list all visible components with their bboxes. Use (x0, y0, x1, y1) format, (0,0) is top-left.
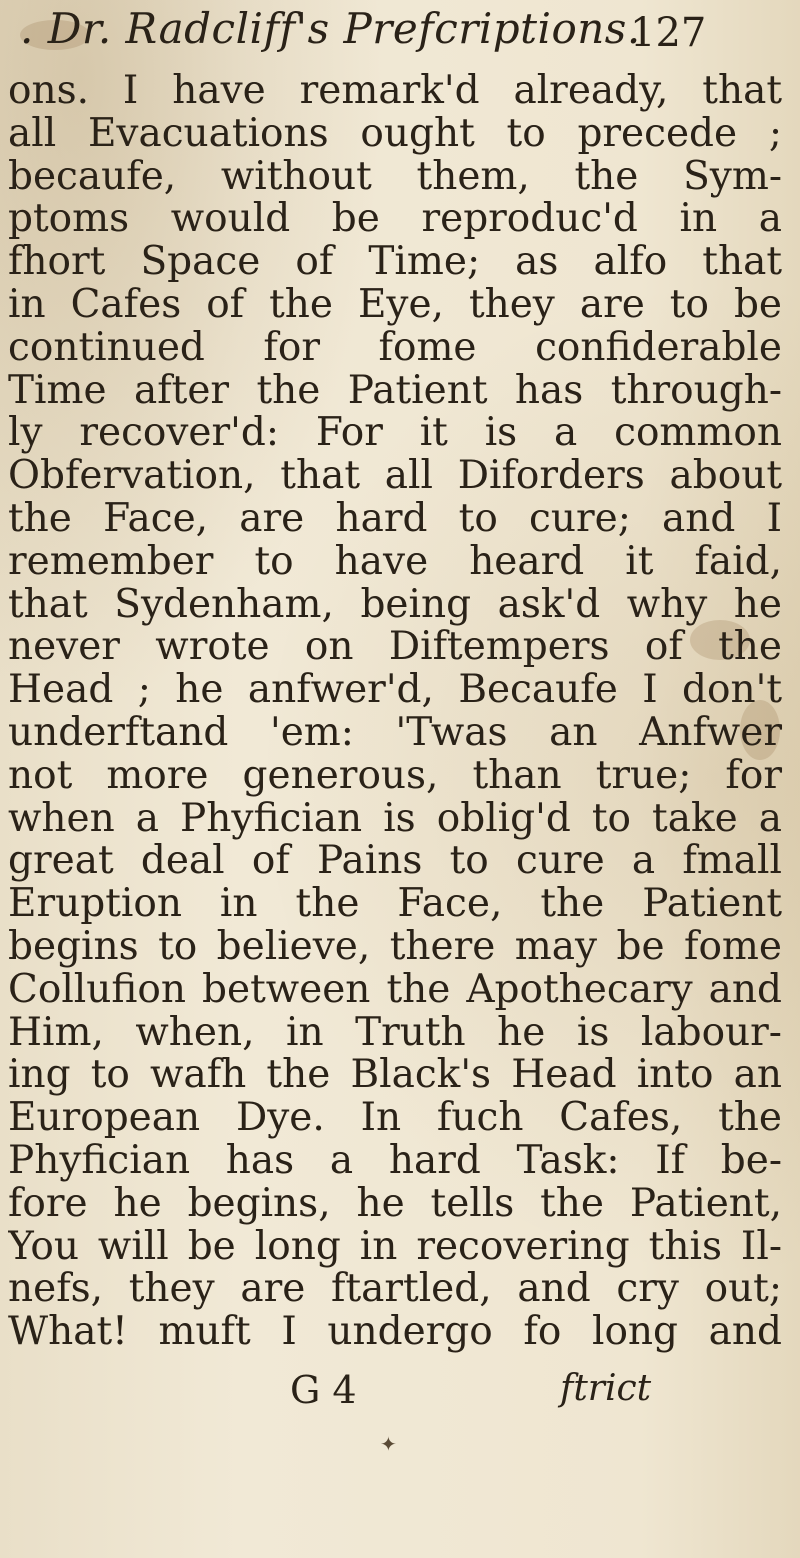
text-line: fore he begins, he tells the Patient, (8, 1182, 782, 1226)
text-line: when a Phyfician is oblig'd to take a (8, 797, 782, 841)
page-header (20, 4, 780, 74)
text-line: Collufion between the Apothecary and (8, 968, 782, 1012)
text-line: all Evacuations ought to precede ; (8, 112, 782, 156)
text-line: Obfervation, that all Diforders about (8, 455, 782, 498)
text-line: not more generous, than true; for (8, 754, 782, 798)
text-line: begins to believe, there may be fome (8, 925, 782, 969)
text-line: never wrote on Diftempers of the (8, 626, 782, 670)
text-line: ptoms would be reproduc'd in a (8, 198, 782, 242)
text-line: great deal of Pains to cure a fmall (8, 840, 782, 884)
text-line: What! muft I undergo fo long and (8, 1311, 782, 1354)
body-text (8, 70, 790, 1354)
ink-mark-icon: ✦ (380, 1432, 397, 1456)
signature-mark: G 4 (290, 1368, 357, 1412)
catchword: ftrict (560, 1368, 652, 1409)
text-line: continued for fome confiderable (8, 326, 782, 370)
text-line: the Face, are hard to cure; and I (8, 497, 782, 541)
text-line: Him, when, in Truth he is labour- (8, 1011, 782, 1055)
text-line: that Sydenham, being ask'd why he (8, 583, 782, 627)
text-line: fhort Space of Time; as alfo that (8, 241, 782, 284)
text-line: European Dye. In fuch Cafes, the (8, 1097, 782, 1140)
text-line: ons. I have remark'd already, that (8, 70, 782, 113)
text-line: becaufe, without them, the Sym- (8, 155, 782, 199)
text-line: in Cafes of the Eye, they are to be (8, 283, 782, 327)
running-head: . Dr. Radcliff's Prefcriptions. (20, 4, 641, 53)
text-line: Time after the Patient has through- (8, 369, 782, 413)
text-line: remember to have heard it faid, (8, 540, 782, 584)
text-line: ly recover'd: For it is a common (8, 412, 782, 456)
text-line: ing to wafh the Black's Head into an (8, 1054, 782, 1098)
text-line: underftand 'em: 'Twas an Anfwer (8, 711, 782, 755)
text-line: Eruption in the Face, the Patient (8, 883, 782, 926)
text-line: You will be long in recovering this Il- (8, 1225, 782, 1269)
text-line: Phyfician has a hard Task: If be- (8, 1139, 782, 1183)
page-number: 127 (630, 10, 707, 56)
text-line: Head ; he anfwer'd, Becaufe I don't (8, 669, 782, 712)
text-line: nefs, they are ftartled, and cry out; (8, 1268, 782, 1312)
page-footer (0, 1368, 800, 1416)
